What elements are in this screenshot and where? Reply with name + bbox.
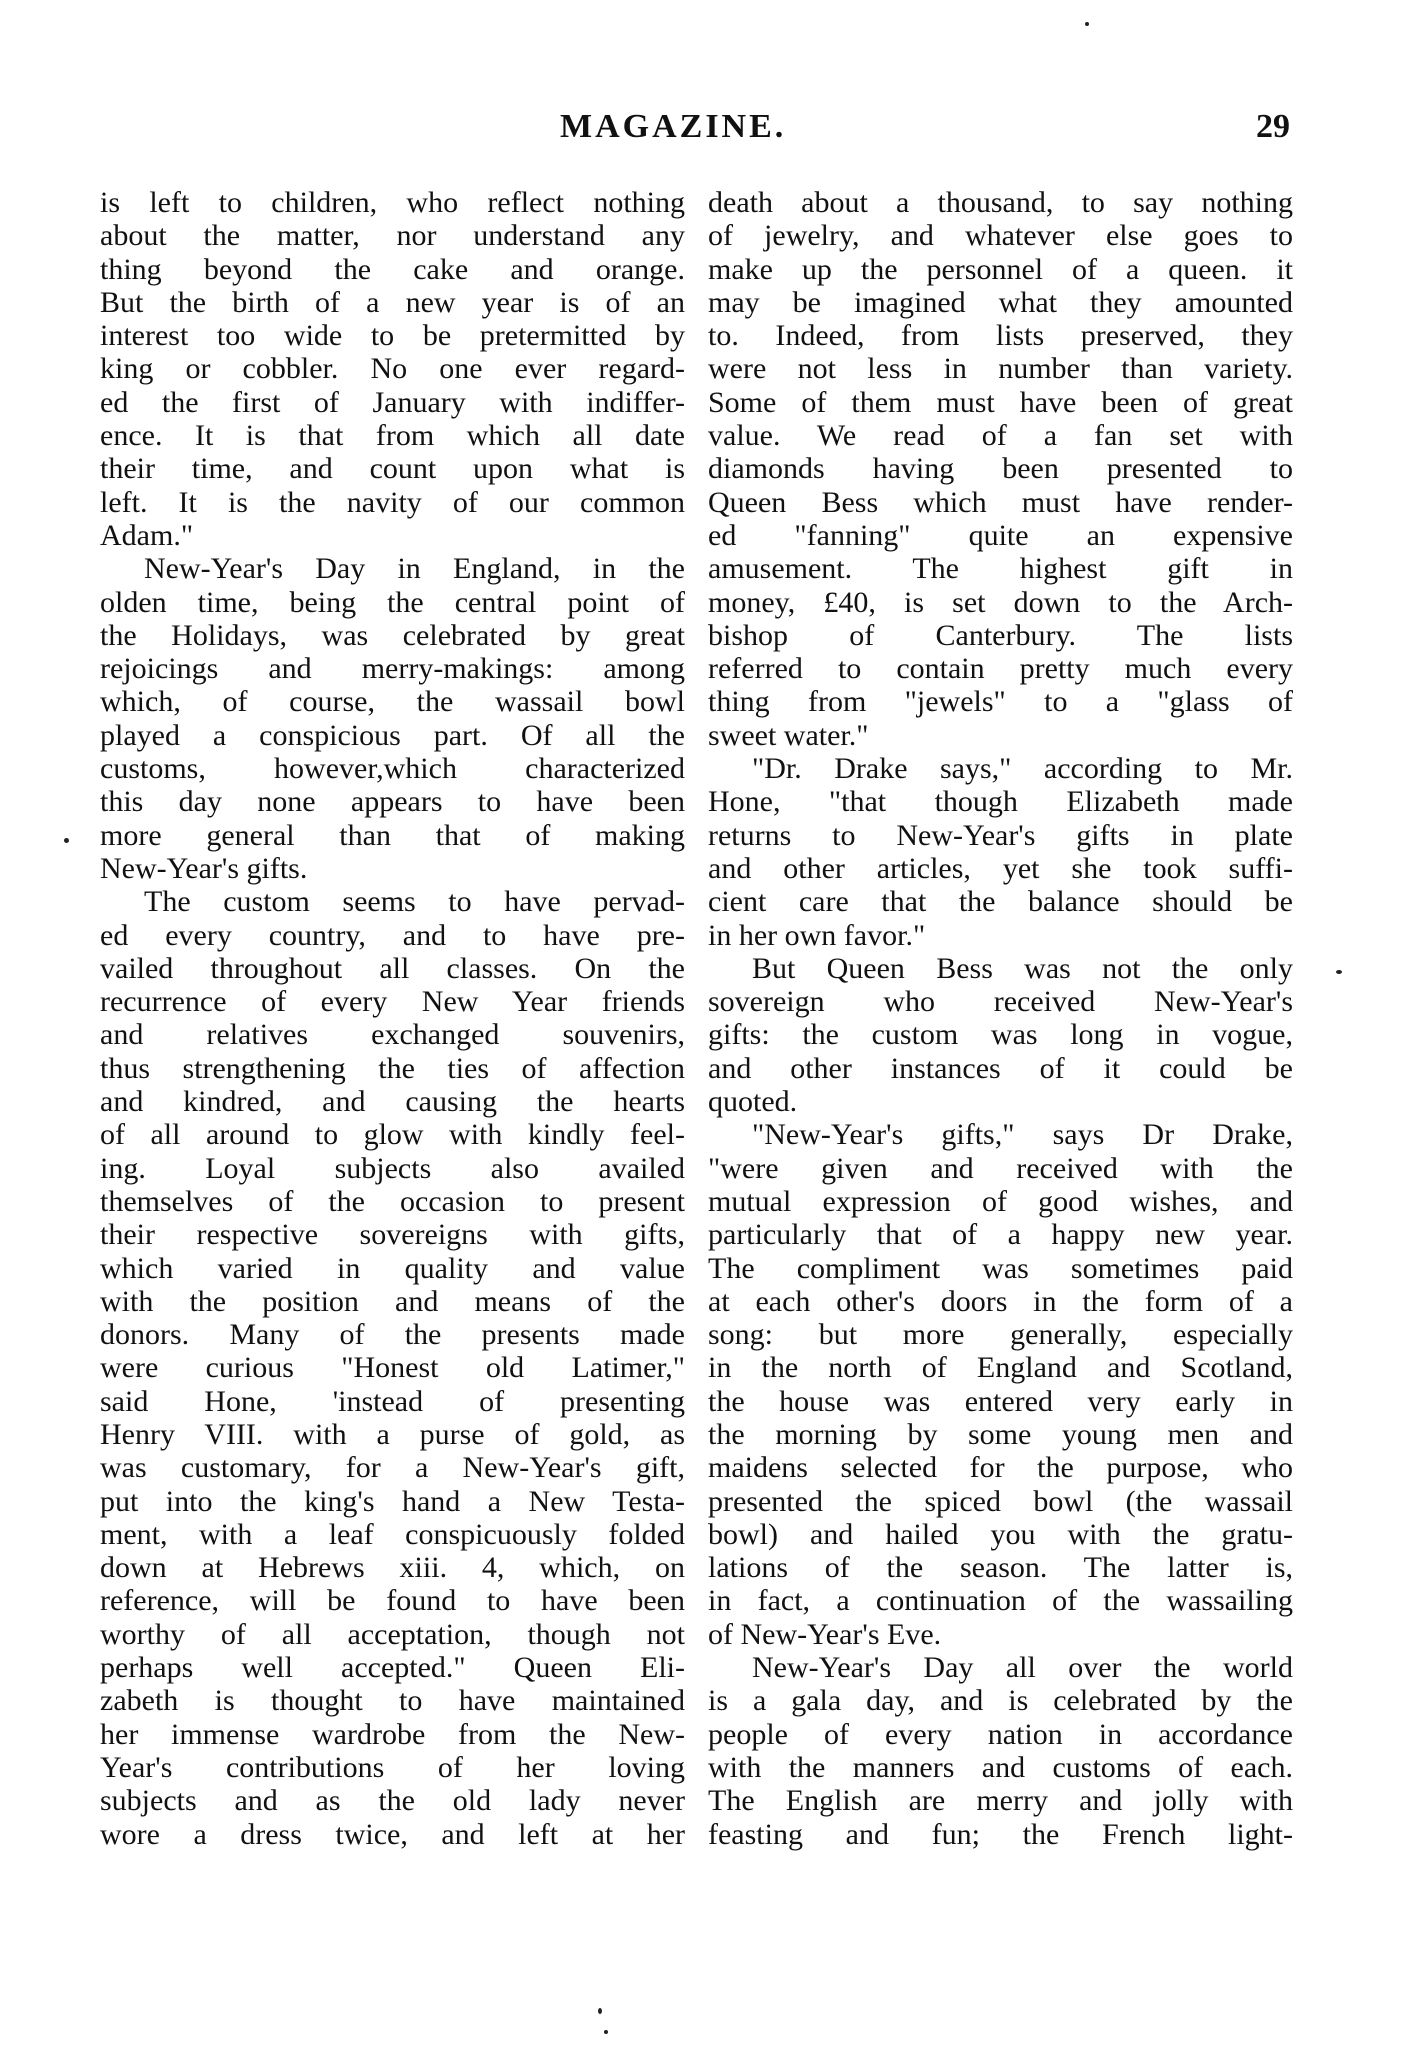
- text-line: ment, with a leaf conspicuously folded: [100, 1517, 685, 1551]
- text-line: "New-Year's gifts," says Dr Drake,: [752, 1118, 1293, 1152]
- text-line: their time, and count upon what is: [100, 452, 685, 486]
- text-line: But the birth of a new year is of an: [100, 285, 685, 319]
- text-line: The compliment was sometimes paid: [708, 1251, 1293, 1285]
- page-number: 29: [1256, 108, 1290, 145]
- text-line: in fact, a continuation of the wassailing: [708, 1584, 1293, 1618]
- text-line: said Hone, 'instead of presenting: [100, 1384, 685, 1418]
- text-line: "Dr. Drake says," according to Mr.: [752, 752, 1293, 786]
- text-line: themselves of the occasion to present: [100, 1184, 685, 1218]
- text-line: cient care that the balance should be: [708, 885, 1293, 919]
- text-line: put into the king's hand a New Testa-: [100, 1484, 685, 1518]
- text-line: of New-Year's Eve.: [708, 1617, 942, 1651]
- text-line: their respective sovereigns with gifts,: [100, 1218, 685, 1252]
- text-line: the morning by some young men and: [708, 1417, 1293, 1451]
- text-line: may be imagined what they amounted: [708, 285, 1293, 319]
- text-line: Hone, "that though Elizabeth made: [708, 785, 1293, 819]
- text-line: sovereign who received New-Year's: [708, 985, 1293, 1019]
- text-line: bishop of Canterbury. The lists: [708, 618, 1293, 652]
- text-line: presented the spiced bowl (the wassail: [708, 1484, 1293, 1518]
- print-speck: [1336, 970, 1342, 974]
- print-speck: [1085, 22, 1089, 26]
- text-line: is a gala day, and is celebrated by the: [708, 1684, 1293, 1718]
- text-line: gifts: the custom was long in vogue,: [708, 1018, 1293, 1052]
- text-line: sweet water.": [708, 718, 869, 752]
- text-line: particularly that of a happy new year.: [708, 1218, 1293, 1252]
- text-column-left: [100, 186, 685, 1851]
- text-line: interest too wide to be pretermitted by: [100, 319, 685, 353]
- text-line: Year's contributions of her loving: [100, 1750, 685, 1784]
- text-line: diamonds having been presented to: [708, 452, 1293, 486]
- text-line: and other instances of it could be: [708, 1051, 1293, 1085]
- text-line: of all around to glow with kindly feel-: [100, 1118, 685, 1152]
- text-line: and other articles, yet she took suffi-: [708, 851, 1293, 885]
- text-line: to. Indeed, from lists preserved, they: [708, 319, 1293, 353]
- text-line: perhaps well accepted." Queen Eli-: [100, 1651, 685, 1685]
- text-line: New-Year's Day in England, in the: [144, 552, 685, 586]
- text-line: ed every country, and to have pre-: [100, 918, 685, 952]
- text-line: Some of them must have been of great: [708, 385, 1293, 419]
- text-line: feasting and fun; the French light-: [708, 1817, 1293, 1851]
- text-line: was customary, for a New-Year's gift,: [100, 1451, 685, 1485]
- text-line: which, of course, the wassail bowl: [100, 685, 685, 719]
- text-line: ed "fanning" quite an expensive: [708, 518, 1293, 552]
- text-line: Adam.": [100, 518, 194, 552]
- text-line: But Queen Bess was not the only: [752, 951, 1293, 985]
- text-line: with the position and means of the: [100, 1284, 685, 1318]
- text-line: in the north of England and Scotland,: [708, 1351, 1293, 1385]
- text-line: The custom seems to have pervad-: [144, 885, 685, 919]
- text-line: bowl) and hailed you with the gratu-: [708, 1517, 1293, 1551]
- print-speck: [64, 838, 69, 843]
- text-line: down at Hebrews xiii. 4, which, on: [100, 1551, 685, 1585]
- text-line: reference, will be found to have been: [100, 1584, 685, 1618]
- text-line: her immense wardrobe from the New-: [100, 1717, 685, 1751]
- text-line: were curious "Honest old Latimer,": [100, 1351, 685, 1385]
- text-line: this day none appears to have been: [100, 785, 685, 819]
- text-line: New-Year's gifts.: [100, 851, 308, 885]
- text-line: recurrence of every New Year friends: [100, 985, 685, 1019]
- text-line: thing from "jewels" to a "glass of: [708, 685, 1293, 719]
- text-line: returns to New-Year's gifts in plate: [708, 818, 1293, 852]
- text-line: death about a thousand, to say nothing: [708, 186, 1293, 219]
- text-line: which varied in quality and value: [100, 1251, 685, 1285]
- text-line: song: but more generally, especially: [708, 1318, 1293, 1352]
- text-line: quoted.: [708, 1085, 798, 1119]
- page-header: [100, 108, 1290, 158]
- text-line: about the matter, nor understand any: [100, 219, 685, 253]
- text-line: The English are merry and jolly with: [708, 1784, 1293, 1818]
- text-line: and relatives exchanged souvenirs,: [100, 1018, 685, 1052]
- text-line: "were given and received with the: [708, 1151, 1293, 1185]
- text-line: mutual expression of good wishes, and: [708, 1184, 1293, 1218]
- text-line: maidens selected for the purpose, who: [708, 1451, 1293, 1485]
- text-line: is left to children, who reflect nothing: [100, 186, 685, 219]
- text-line: vailed throughout all classes. On the: [100, 951, 685, 985]
- text-line: more general than that of making: [100, 818, 685, 852]
- text-line: customs, however,which characterized: [100, 752, 685, 786]
- text-line: ed the first of January with indiffer-: [100, 385, 685, 419]
- text-line: ing. Loyal subjects also availed: [100, 1151, 685, 1185]
- text-line: make up the personnel of a queen. it: [708, 252, 1293, 286]
- text-line: zabeth is thought to have maintained: [100, 1684, 685, 1718]
- text-line: left. It is the navity of our common: [100, 485, 685, 519]
- text-line: rejoicings and merry-makings: among: [100, 652, 685, 686]
- text-line: of jewelry, and whatever else goes to: [708, 219, 1293, 253]
- text-line: played a conspicious part. Of all the: [100, 718, 685, 752]
- text-line: with the manners and customs of each.: [708, 1750, 1293, 1784]
- text-line: thing beyond the cake and orange.: [100, 252, 685, 286]
- text-line: Queen Bess which must have render-: [708, 485, 1293, 519]
- text-line: king or cobbler. No one ever regard-: [100, 352, 685, 386]
- text-line: were not less in number than variety.: [708, 352, 1293, 386]
- text-line: the Holidays, was celebrated by great: [100, 618, 685, 652]
- text-line: people of every nation in accordance: [708, 1717, 1293, 1751]
- text-line: New-Year's Day all over the world: [752, 1651, 1293, 1685]
- text-line: value. We read of a fan set with: [708, 419, 1293, 453]
- text-line: thus strengthening the ties of affection: [100, 1051, 685, 1085]
- text-column-right: [708, 186, 1293, 1851]
- running-title: MAGAZINE.: [560, 108, 787, 145]
- text-line: money, £40, is set down to the Arch-: [708, 585, 1293, 619]
- text-line: amusement. The highest gift in: [708, 552, 1293, 586]
- print-speck: [598, 2008, 602, 2014]
- text-line: Henry VIII. with a purse of gold, as: [100, 1417, 685, 1451]
- text-line: ence. It is that from which all date: [100, 419, 685, 453]
- text-line: worthy of all acceptation, though not: [100, 1617, 685, 1651]
- print-speck: [604, 2030, 608, 2034]
- text-line: referred to contain pretty much every: [708, 652, 1293, 686]
- text-line: donors. Many of the presents made: [100, 1318, 685, 1352]
- text-line: subjects and as the old lady never: [100, 1784, 685, 1818]
- text-line: and kindred, and causing the hearts: [100, 1085, 685, 1119]
- text-line: wore a dress twice, and left at her: [100, 1817, 685, 1851]
- text-line: olden time, being the central point of: [100, 585, 685, 619]
- text-line: in her own favor.": [708, 918, 926, 952]
- text-line: lations of the season. The latter is,: [708, 1551, 1293, 1585]
- text-line: the house was entered very early in: [708, 1384, 1293, 1418]
- text-line: at each other's doors in the form of a: [708, 1284, 1293, 1318]
